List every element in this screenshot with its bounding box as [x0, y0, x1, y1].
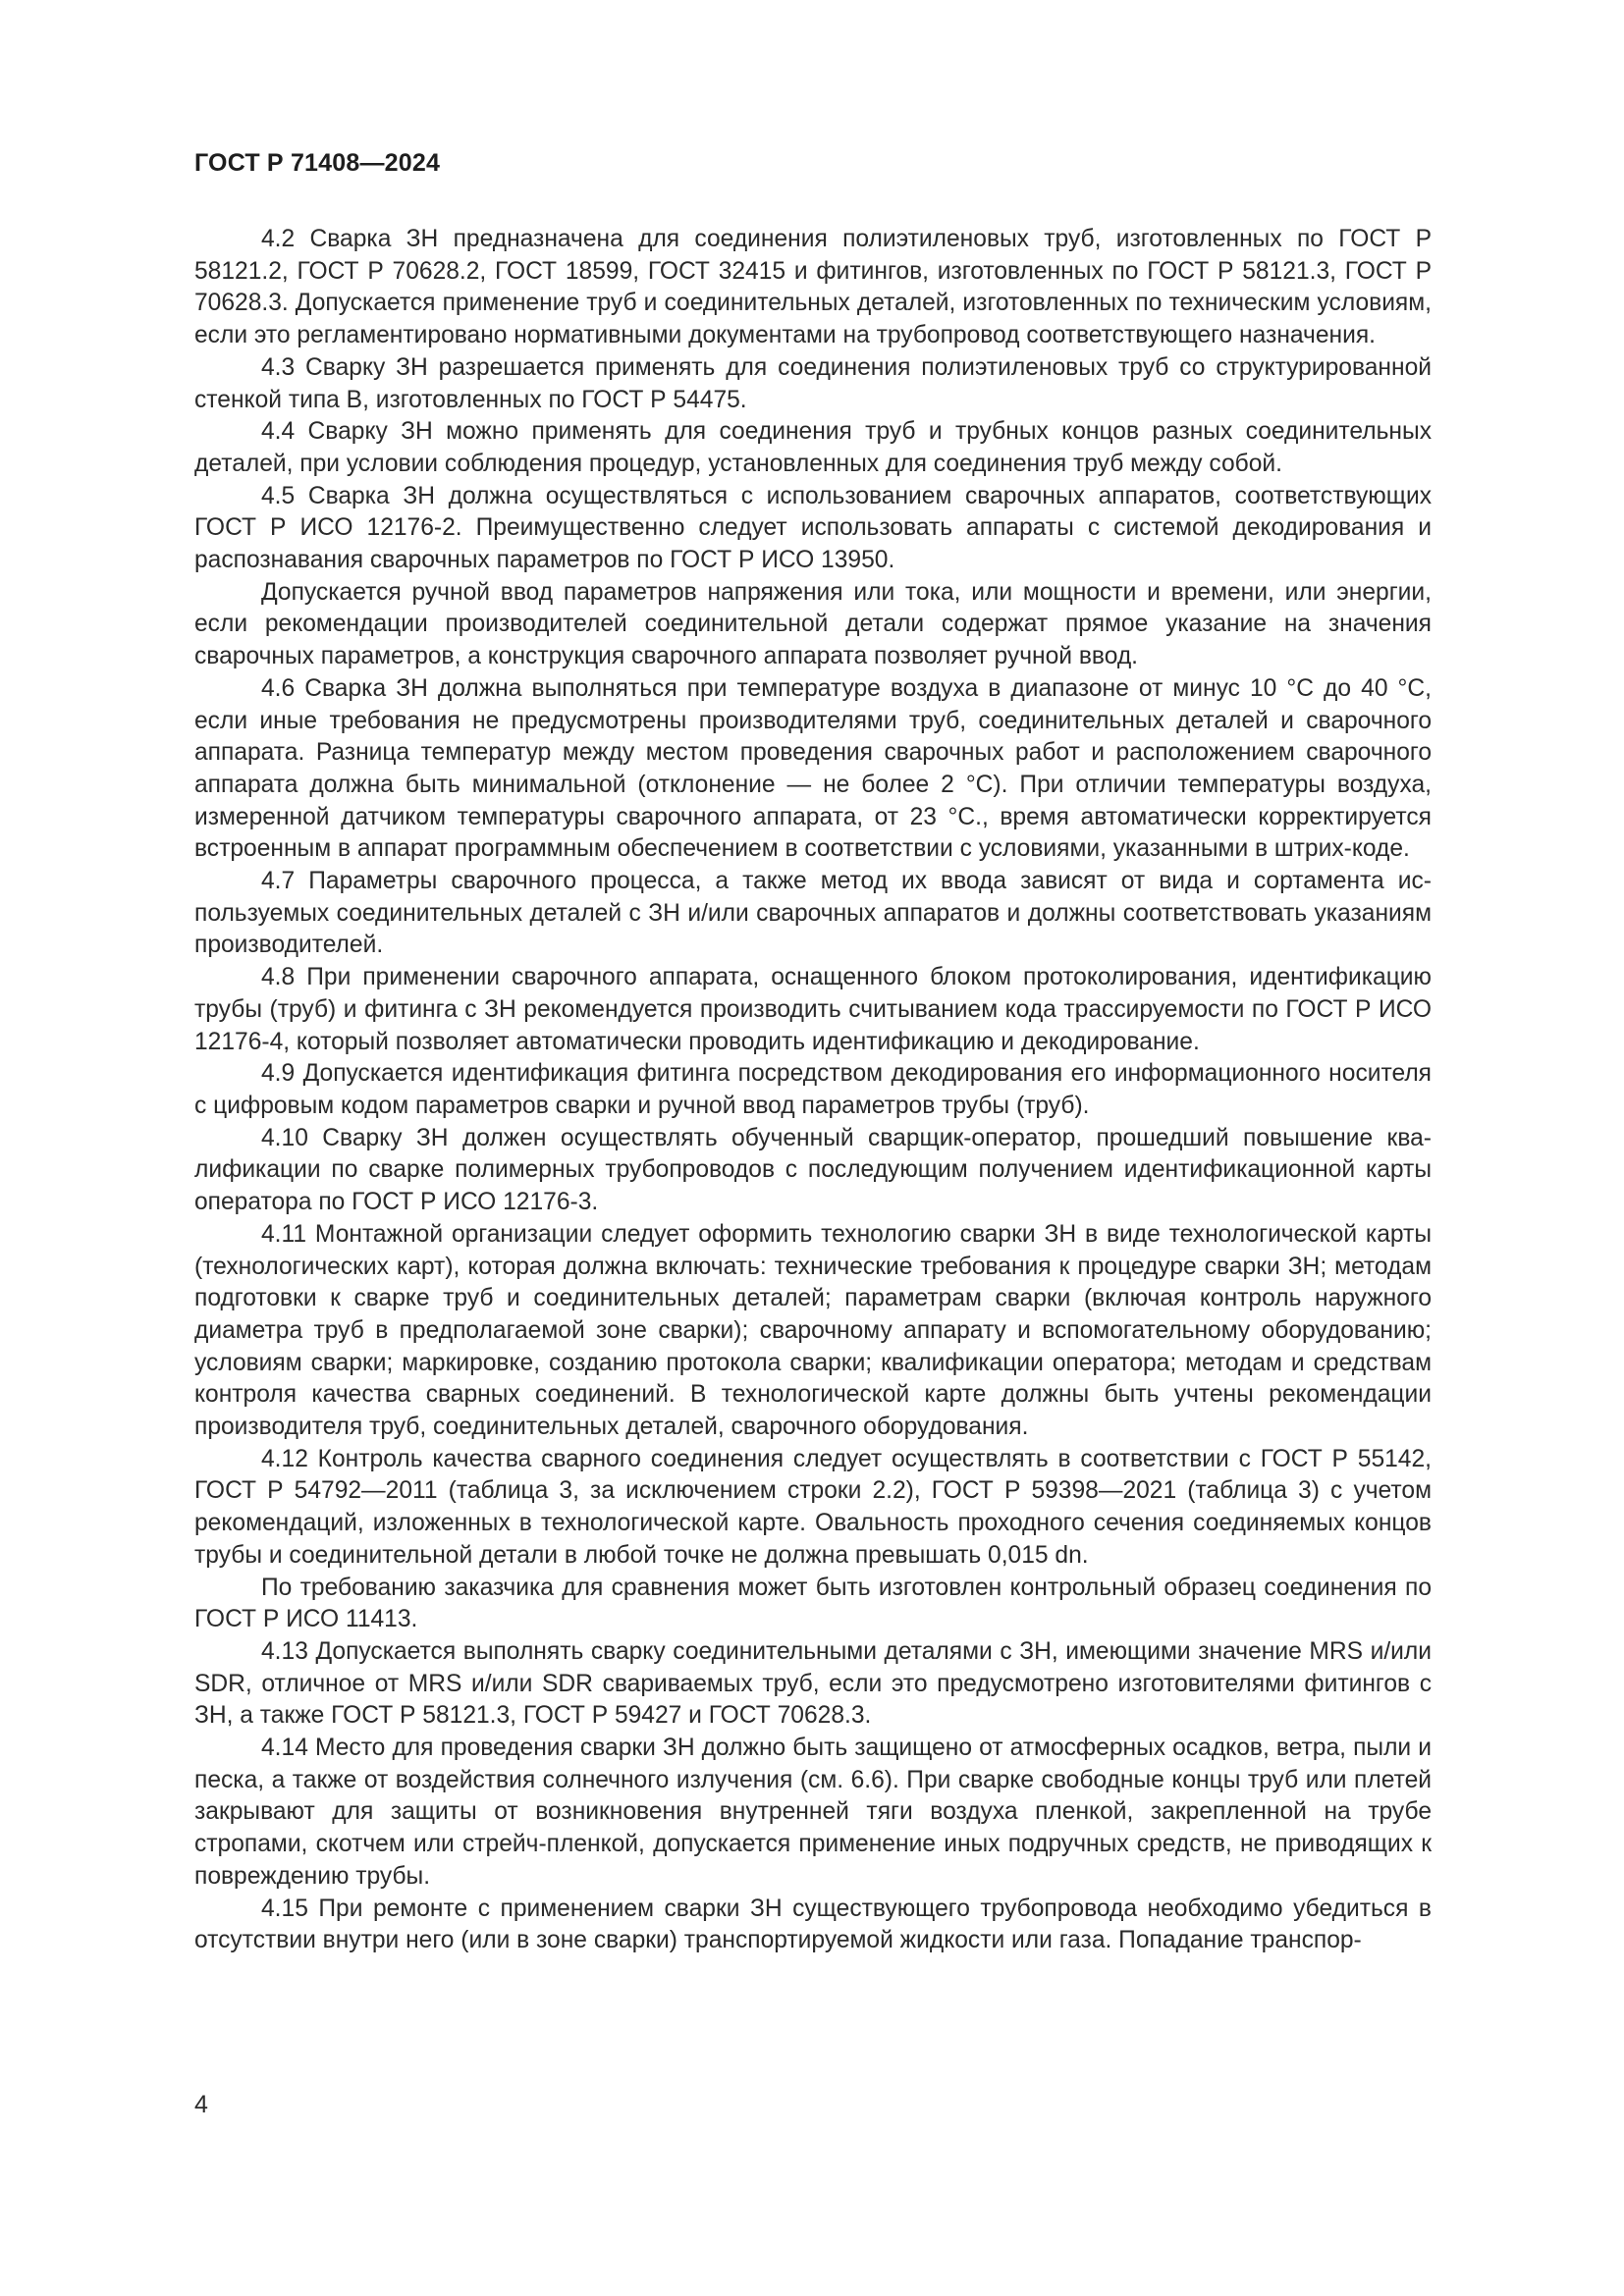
paragraph-4-4: 4.4 Сварку ЗН можно применять для соединения труб и трубных концов разных соединительных деталей, при условии соблюдения процедур, установленных для соединения труб между собой. — [194, 418, 1432, 477]
paragraph-4-2: 4.2 Сварка ЗН предназначена для соединения полиэтиленовых труб, изготовленных по ГОСТ Р 58121.2, ГОСТ Р 70628.2, ГОСТ 18599, ГОСТ 32415 и фитингов, изготовленных по ГОСТ Р 58121.3, ГОСТ Р 70628.3. Допускается применение труб и соединительных деталей, изготовленных по техническим условиям, если это регламентировано нормативными документами на трубопровод соответствующего назначения. — [194, 226, 1432, 349]
paragraph-4-7: 4.7 Параметры сварочного процесса, а также метод их ввода зависят от вида и сортамента используемых соединительных деталей с ЗН и/или сварочных аппаратов и должны соответствовать указаниям производителей. — [194, 868, 1432, 959]
paragraph-4-11: 4.11 Монтажной организации следует оформить технологию сварки ЗН в виде технологической карты (технологических карт), которая должна включать: технические требования к процедуре сварки ЗН; методам подготовки к сварке труб и соединительных деталей; параметрам сварки (включая контроль наружного диаметра труб в предполагаемой зоне сварки); сварочному аппарату и вспомогательному оборудованию; условиям сварки; маркировке, созданию протокола сварки; квалификации оператора; методам и средствам контроля качества сварных соединений. В технологической карте должны быть учтены рекомендации производителя труб, соединительных деталей, сварочного оборудования. — [194, 1220, 1432, 1441]
paragraph-4-8: 4.8 При применении сварочного аппарата, оснащенного блоком протоколирования, идентификацию трубы (труб) и фитинга с ЗН рекомендуется производить считыванием кода трассируемости по ГОСТ Р ИСО 12176-4, который позволяет автоматически проводить идентификацию и декодирование. — [194, 964, 1432, 1055]
paragraph-4-5: 4.5 Сварка ЗН должна осуществляться с использованием сварочных аппаратов, соответствующих ГОСТ Р ИСО 12176-2. Преимущественно следует использовать аппараты с системой декодирования и распознавания сварочных параметров по ГОСТ Р ИСО 13950. — [194, 482, 1432, 574]
paragraph-4-5-manual-input: Допускается ручной ввод параметров напряжения или тока, или мощности и времени, или энергии, если рекомендации производителей соединительной детали содержат прямое указание на значения сварочных параметров, а конструкция сварочного аппарата позволяет ручной ввод. — [194, 578, 1432, 670]
paragraph-4-9: 4.9 Допускается идентификация фитинга посредством декодирования его информационного носителя с цифровым кодом параметров сварки и ручной ввод параметров трубы (труб). — [194, 1060, 1432, 1119]
paragraph-4-12-control-sample: По требованию заказчика для сравнения может быть изготовлен контрольный образец соединения по ГОСТ Р ИСО 11413. — [194, 1574, 1432, 1633]
paragraph-4-14: 4.14 Место для проведения сварки ЗН должно быть защищено от атмосферных осадков, ветра, пыли и песка, а также от воздействия солнечного излучения (см. 6.6). При сварке свободные концы труб или плетей закрывают для защиты от возникновения внутренней тяги воздуха пленкой, закрепленной на трубе стропами, скотчем или стрейч-пленкой, допускается применение иных подручных средств, не приводящих к повреждению трубы. — [194, 1735, 1432, 1890]
paragraph-4-6: 4.6 Сварка ЗН должна выполняться при температуре воздуха в диапазоне от минус 10 °C до 40 °C, если иные требования не предусмотрены производителями труб, соединительных деталей и сварочного аппарата. Разница температур между местом проведения сварочных работ и расположением сварочного аппарата должна быть минимальной (отклонение — не более 2 °C). При отличии температуры воздуха, измеренной датчиком температуры сварочного аппарата, от 23 °C., время автоматически корректируется встроенным в аппарат программным обеспечением в соответствии с условиями, указанными в штрих-коде. — [194, 674, 1432, 863]
paragraph-4-13: 4.13 Допускается выполнять сварку соединительными деталями с ЗН, имеющими значение MRS и/или SDR, отличное от MRS и/или SDR свариваемых труб, если это предусмотрено изготовителями фитингов с ЗН, а также ГОСТ Р 58121.3, ГОСТ Р 59427 и ГОСТ 70628.3. — [194, 1637, 1432, 1730]
paragraph-4-15: 4.15 При ремонте с применением сварки ЗН существующего трубопровода необходимо убедиться в отсутствии внутри него (или в зоне сварки) транспортируемой жидкости или газа. Попадание транспор- — [194, 1895, 1432, 1954]
document-code-header: ГОСТ Р 71408—2024 — [194, 149, 441, 177]
paragraph-4-10: 4.10 Сварку ЗН должен осуществлять обученный сварщик-оператор, прошедший повышение квалификации по сварке полимерных трубопроводов с последующим получением идентификационной карты оператора по ГОСТ Р ИСО 12176-3. — [194, 1124, 1432, 1216]
document-body — [194, 224, 1432, 1957]
paragraph-4-12: 4.12 Контроль качества сварного соединения следует осуществлять в соответствии с ГОСТ Р 55142, ГОСТ Р 54792—2011 (таблица 3, за исключением строки 2.2), ГОСТ Р 59398—2021 (таблица 3) с учетом рекомендаций, изложенных в технологической карте. Овальность проходного сечения соединяемых концов трубы и соединительной детали в любой точке не должна превышать 0,015 dn. — [194, 1445, 1432, 1569]
paragraph-4-3: 4.3 Сварку ЗН разрешается применять для соединения полиэтиленовых труб со структурированной стенкой типа В, изготовленных по ГОСТ Р 54475. — [194, 353, 1432, 413]
page-number: 4 — [194, 2091, 208, 2118]
